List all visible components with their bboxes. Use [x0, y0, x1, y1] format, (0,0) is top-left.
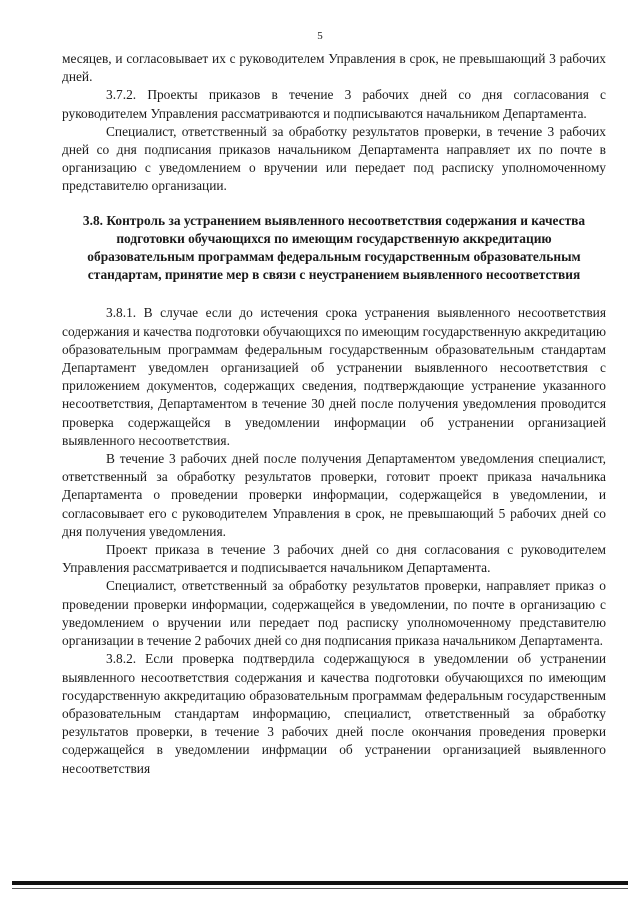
paragraph: 3.8.2. Если проверка подтвердила содержащуюся в уведомлении об устранении выявленного несоответствия содержания и качества подготовки обучающихся по имеющим государственную аккредитацию образовательным программам федеральным государственным образовательным стандартам информацию, специалист, ответственный за обработку результатов проверки, в течение 3 рабочих дней после окончания проведения проверки содержащейся в уведомлении инфрмации об устранении организацией выявленного несоответствия: [62, 651, 606, 776]
section-heading: 3.8. Контроль за устранением выявленного несоответствия содержания и качества подготовки обучающихся по имеющим государственную аккредитацию образовательным программам федеральным государственным образовательным стандартам, принятие мер в связи с неустранением выявленного несоответствия: [82, 212, 586, 283]
paragraph: Специалист, ответственный за обработку результатов проверки, в течение 3 рабочих дней со дня подписания приказов начальником Департамента направляет их по почте в организацию с уведомлением о вручении или передает под расписку уполномоченному представителю организации.: [62, 123, 606, 194]
document-body: [62, 50, 606, 778]
page-number: 5: [317, 30, 323, 42]
paragraph: 3.7.2. Проекты приказов в течение 3 рабочих дней со дня согласования с руководителем Управления рассматриваются и подписываются начальником Департамента.: [62, 87, 606, 121]
paragraph: месяцев, и согласовывает их с руководителем Управления в срок, не превышающий 3 рабочих дней.: [62, 51, 606, 85]
bottom-scan-border-thin: [12, 888, 628, 889]
bottom-scan-border: [12, 881, 628, 885]
paragraph: В течение 3 рабочих дней после получения Департаментом уведомления специалист, ответственный за обработку результатов проверки, готовит проект приказа начальника Департамента о проведении проверки информации, содержащейся в уведомлении, и согласовывает его с руководителем Управления в срок, не превышающий 5 рабочих дней со дня получения уведомления.: [62, 451, 606, 539]
section-heading-block: [62, 212, 606, 285]
paragraph: Проект приказа в течение 3 рабочих дней со дня согласования с руководителем Управления рассматривается и подписывается начальником Департамента.: [62, 542, 606, 576]
paragraph: Специалист, ответственный за обработку результатов проверки, направляет приказ о проведении проверки информации, содержащейся в уведомлении, по почте в организацию с уведомлением о вручении или передает под расписку уполномоченному представителю организации в течение 2 рабочих дней со дня подписания приказа начальником Департамента.: [62, 578, 606, 649]
paragraph: 3.8.1. В случае если до истечения срока устранения выявленного несоответствия содержания и качества подготовки обучающихся по имеющим государственную аккредитацию образовательным программам федеральным государственным образовательным стандартам Департамент уведомлен организацией об устранении выявленного несоответствия с приложением документов, содержащих сведения, подтверждающие устранение указанного несоответствия, Департаментом в течение 30 дней после получения уведомления проводится проверка содержащейся в уведомлении информации об устранении организацией выявленного несоответствия.: [62, 305, 606, 448]
